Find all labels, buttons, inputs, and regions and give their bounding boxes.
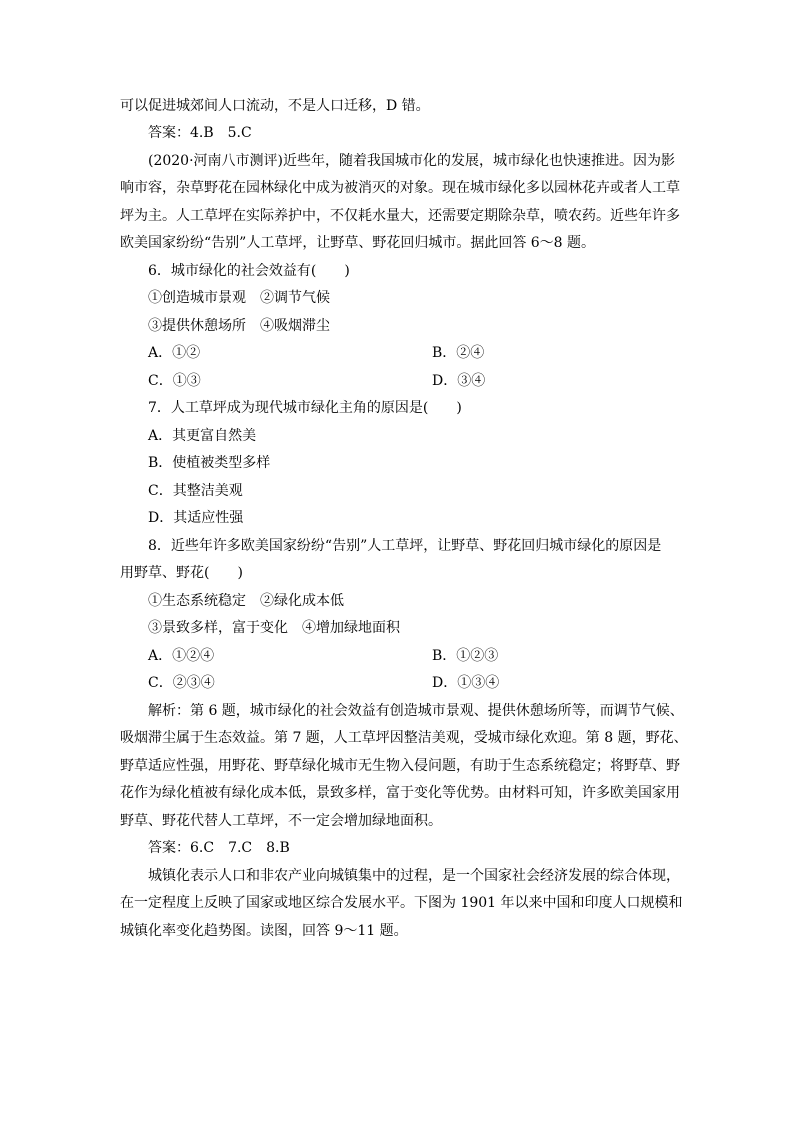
question-8-stem-line-1: 8．近些年许多欧美国家纷纷“告别”人工草坪，让野草、野花回归城市绿化的原因是 — [148, 538, 662, 554]
material-6-8-line-1: (2020·河南八市测评)近些年，随着我国城市化的发展，城市绿化也快速推进。因为影 — [148, 153, 676, 169]
question-8-option-d: D．①③④ — [432, 675, 500, 691]
material-6-8-line-4: 欧美国家纷纷“告别”人工草坪，让野草、野花回归城市。据此回答 6～8 题。 — [120, 235, 596, 251]
material-9-11-line-3: 城镇化率变化趋势图。读图，回答 9～11 题。 — [120, 923, 408, 939]
material-6-8-line-3: 坪为主。人工草坪在实际养护中，不仅耗水量大，还需要定期除杂草，喷农药。近些年许多 — [120, 208, 680, 224]
question-6-option-d: D．③④ — [432, 373, 486, 389]
question-7-option-d: D．其适应性强 — [148, 510, 244, 526]
analysis-line-4: 花作为绿化植被有绿化成本低，景致多样，富于变化等优势。由材料可知，许多欧美国家用 — [120, 785, 680, 801]
question-6-option-c: C．①③ — [148, 373, 201, 389]
material-9-11-line-1: 城镇化表示人口和非农产业向城镇集中的过程，是一个国家社会经济发展的综合体现， — [148, 868, 680, 884]
question-8-option-b: B．①②③ — [432, 648, 499, 664]
question-7-option-b: B．使植被类型多样 — [148, 455, 271, 471]
question-8-items-1: ①生态系统稳定 ②绿化成本低 — [148, 593, 344, 609]
answer-6-8: 答案：6.C 7.C 8.B — [148, 840, 290, 856]
question-8-option-a: A．①②④ — [148, 648, 215, 664]
question-8-option-c: C．②③④ — [148, 675, 215, 691]
question-6-items-1: ①创造城市景观 ②调节气候 — [148, 290, 330, 306]
question-6-stem: 6．城市绿化的社会效益有( ) — [148, 263, 350, 279]
analysis-line-1: 解析：第 6 题，城市绿化的社会效益有创造城市景观、提供休憩场所等，而调节气候、 — [148, 703, 684, 719]
question-8-items-2: ③景致多样，富于变化 ④增加绿地面积 — [148, 620, 400, 636]
material-9-11-line-2: 在一定程度上反映了国家或地区综合发展水平。下图为 1901 年以来中国和印度人口规模和 — [120, 895, 683, 911]
question-7-option-a: A．其更富自然美 — [148, 428, 257, 444]
question-8-stem-line-2: 用野草、野花( ) — [120, 565, 243, 581]
question-7-option-c: C．其整洁美观 — [148, 483, 243, 499]
intro-tail-text: 可以促进城郊间人口流动，不是人口迁移，D 错。 — [120, 98, 430, 114]
question-6-option-b: B．②④ — [432, 345, 485, 361]
question-6-items-2: ③提供休憩场所 ④吸烟滞尘 — [148, 318, 330, 334]
answer-4-5: 答案：4.B 5.C — [148, 125, 252, 141]
material-6-8-line-2: 响市容，杂草野花在园林绿化中成为被消灭的对象。现在城市绿化多以园林花卉或者人工草 — [120, 180, 680, 196]
question-6-option-a: A．①② — [148, 345, 201, 361]
question-7-stem: 7．人工草坪成为现代城市绿化主角的原因是( ) — [148, 400, 462, 416]
analysis-line-2: 吸烟滞尘属于生态效益。第 7 题，人工草坪因整洁美观，受城市绿化欢迎。第 8 题，野花、 — [120, 730, 688, 746]
analysis-line-3: 野草适应性强，用野花、野草绿化城市无生物入侵问题，有助于生态系统稳定；将野草、野 — [120, 758, 680, 774]
analysis-line-5: 野草、野花代替人工草坪，不一定会增加绿地面积。 — [120, 813, 442, 829]
